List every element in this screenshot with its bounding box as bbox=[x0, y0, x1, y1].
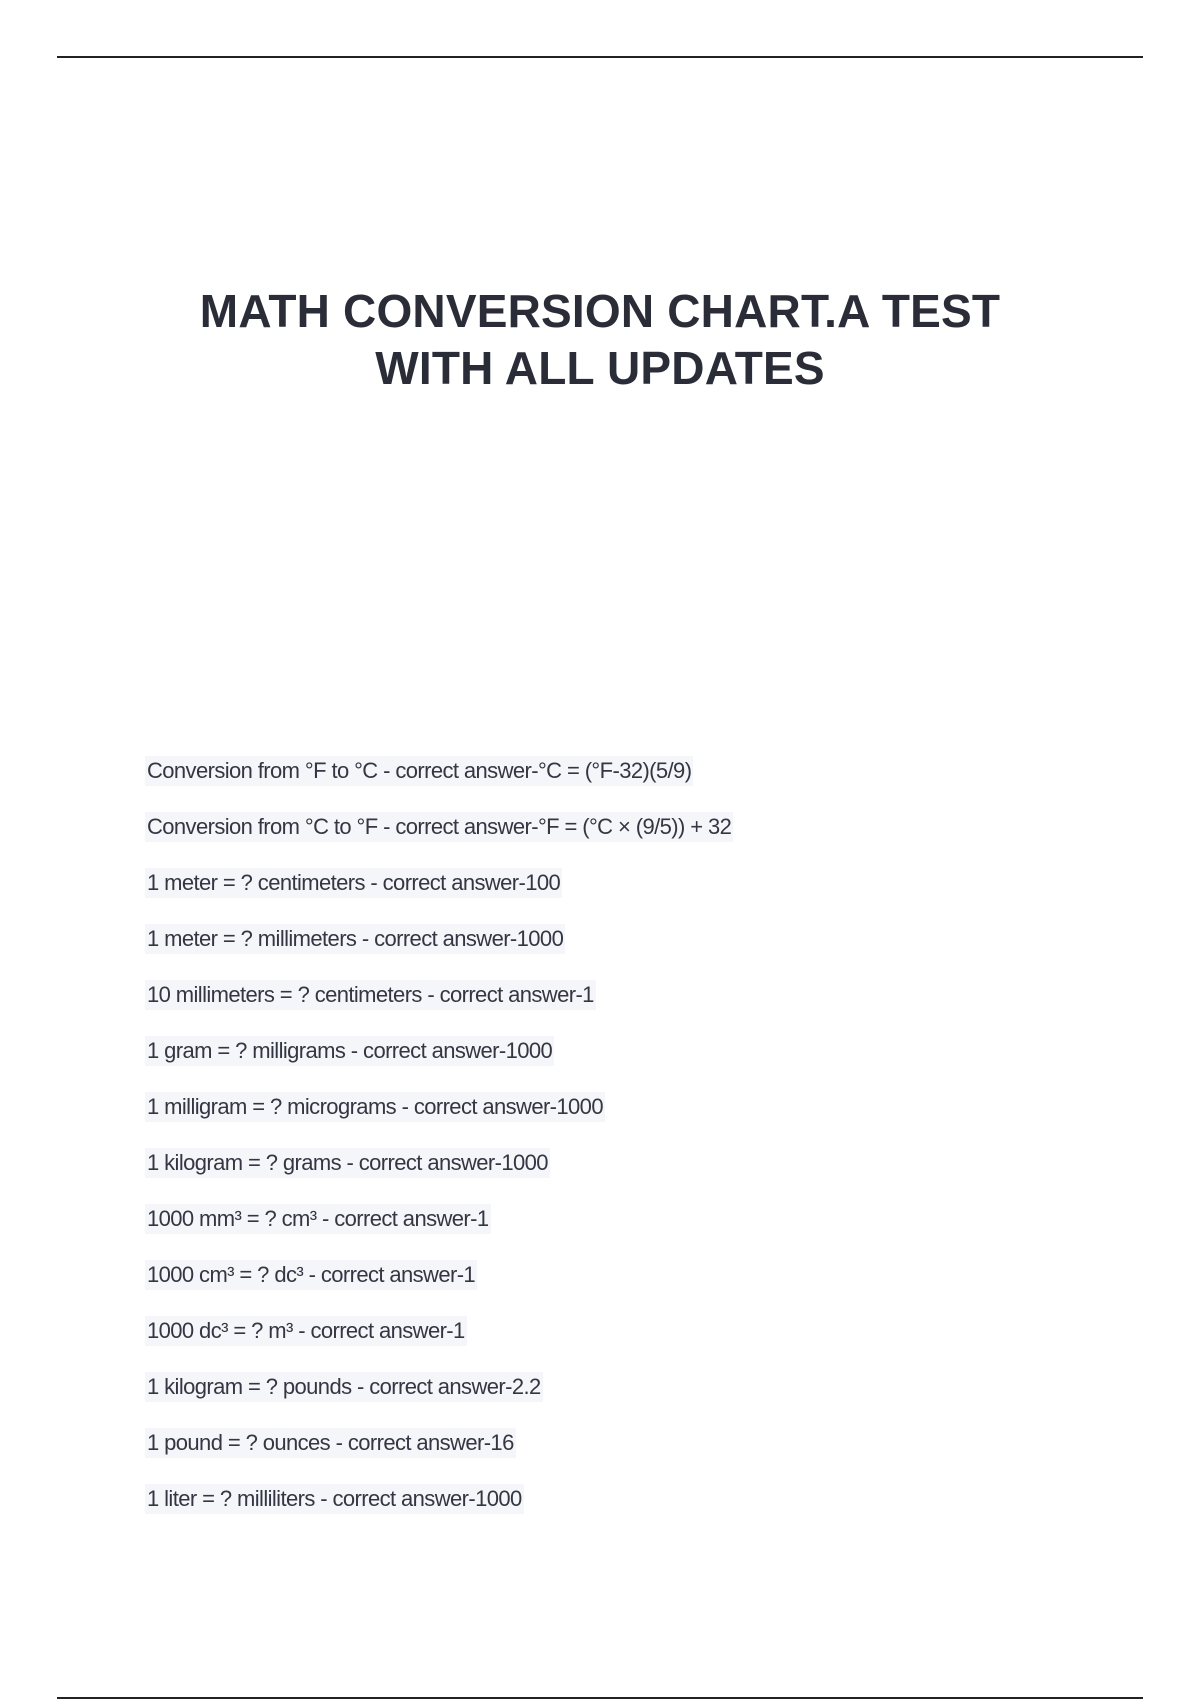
question-answer-text: 10 millimeters = ? centimeters - correct answer-1 bbox=[145, 980, 596, 1010]
question-answer-text: 1 meter = ? millimeters - correct answer-1000 bbox=[145, 924, 565, 954]
list-item bbox=[145, 756, 1105, 812]
question-answer-list bbox=[145, 756, 1105, 1540]
list-item bbox=[145, 1092, 1105, 1148]
list-item bbox=[145, 1372, 1105, 1428]
list-item bbox=[145, 812, 1105, 868]
document-title-line-1: MATH CONVERSION CHART.A TEST bbox=[199, 285, 1001, 337]
question-answer-text: Conversion from °C to °F - correct answer-°F = (°C × (9/5)) + 32 bbox=[145, 812, 733, 842]
document-title bbox=[120, 283, 1080, 397]
question-answer-text: 1 liter = ? milliliters - correct answer-1000 bbox=[145, 1484, 524, 1514]
question-answer-text: 1000 cm³ = ? dc³ - correct answer-1 bbox=[145, 1260, 477, 1290]
top-rule bbox=[57, 56, 1143, 58]
question-answer-text: 1 milligram = ? micrograms - correct answer-1000 bbox=[145, 1092, 605, 1122]
list-item bbox=[145, 1484, 1105, 1540]
list-item bbox=[145, 1260, 1105, 1316]
list-item bbox=[145, 868, 1105, 924]
document-title-line-2: WITH ALL UPDATES bbox=[375, 342, 825, 394]
list-item bbox=[145, 1036, 1105, 1092]
question-answer-text: 1000 dc³ = ? m³ - correct answer-1 bbox=[145, 1316, 467, 1346]
question-answer-text: 1 kilogram = ? pounds - correct answer-2.2 bbox=[145, 1372, 543, 1402]
list-item bbox=[145, 1428, 1105, 1484]
bottom-rule bbox=[57, 1697, 1143, 1699]
question-answer-text: 1 meter = ? centimeters - correct answer-100 bbox=[145, 868, 562, 898]
question-answer-text: 1 pound = ? ounces - correct answer-16 bbox=[145, 1428, 516, 1458]
question-answer-text: 1 kilogram = ? grams - correct answer-1000 bbox=[145, 1148, 550, 1178]
list-item bbox=[145, 980, 1105, 1036]
list-item bbox=[145, 1148, 1105, 1204]
question-answer-text: Conversion from °F to °C - correct answer-°C = (°F-32)(5/9) bbox=[145, 756, 693, 786]
question-answer-text: 1000 mm³ = ? cm³ - correct answer-1 bbox=[145, 1204, 491, 1234]
list-item bbox=[145, 924, 1105, 980]
list-item bbox=[145, 1204, 1105, 1260]
question-answer-text: 1 gram = ? milligrams - correct answer-1000 bbox=[145, 1036, 554, 1066]
list-item bbox=[145, 1316, 1105, 1372]
